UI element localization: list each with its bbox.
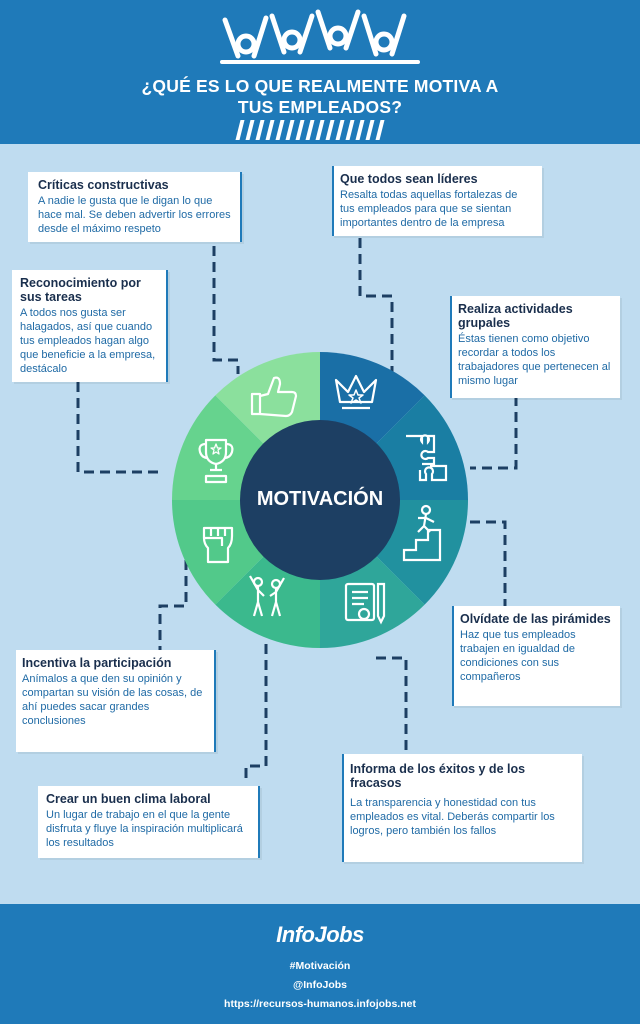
- card-criticas: [28, 172, 242, 242]
- card-grupales: [450, 296, 620, 398]
- card-lideres-text: Resalta todas aquellas fortalezas de tus empleados para que se sientan importantes dentro de la empresa: [340, 189, 518, 229]
- card-participacion-title: Incentiva la participación: [22, 656, 172, 670]
- card-grupales-text: Éstas tienen como objetivo recordar a todos los trabajadores que pertenecen al mismo lugar: [458, 333, 611, 387]
- card-exitos-title: Informa de los éxitos y de los fracasos: [350, 762, 526, 790]
- footer-hashtag: #Motivación: [289, 960, 351, 972]
- card-piramides-text: Haz que tus empleados trabajen en igualdad de condiciones con sus compañeros: [460, 629, 576, 683]
- card-lideres: [332, 166, 542, 236]
- footer-handle: @InfoJobs: [293, 979, 347, 991]
- card-piramides: [452, 606, 620, 706]
- card-criticas-text: A nadie le gusta que le digan lo que hace mal. Se deben advertir los errores desde el máximo respeto: [38, 195, 231, 235]
- card-participacion: [16, 650, 216, 752]
- footer: [0, 904, 640, 1024]
- card-exitos: [342, 754, 582, 862]
- card-reconocimiento-title: Reconocimiento por sus tareas: [20, 276, 141, 304]
- card-clima-text: Un lugar de trabajo en el que la gente disfruta y fluye la inspiración multiplicará los resultados: [46, 809, 243, 849]
- card-exitos-text: La transparencia y honestidad con tus empleados es vital. Deberás compartir los logros, pero también los fallos: [350, 797, 555, 837]
- card-clima: [38, 786, 260, 858]
- card-lideres-title: Que todos sean líderes: [340, 172, 478, 186]
- card-clima-title: Crear un buen clima laboral: [46, 792, 211, 806]
- infojobs-logo: InfoJobs: [276, 922, 364, 947]
- card-criticas-title: Críticas constructivas: [38, 178, 169, 192]
- footer-url-link[interactable]: https://recursos-humanos.infojobs.net: [224, 998, 416, 1010]
- card-participacion-text: Anímalos a que den su opinión y compartan su visión de las cosas, de ahí puedes sacar grandes conclusiones: [22, 673, 203, 727]
- center-motivation-label: MOTIVACIÓN: [256, 488, 384, 510]
- title-line-2: TUS EMPLEADOS?: [237, 97, 403, 117]
- card-reconocimiento: [12, 270, 168, 382]
- title-line-1: ¿QUÉ ES LO QUE REALMENTE MOTIVA A: [141, 76, 499, 96]
- card-piramides-title: Olvídate de las pirámides: [460, 612, 611, 626]
- card-reconocimiento-text: A todos nos gusta ser halagados, así que cuando tus empleados hagan algo que beneficie a la empresa, destácalo: [20, 307, 156, 375]
- card-grupales-title: Realiza actividades grupales: [458, 302, 573, 330]
